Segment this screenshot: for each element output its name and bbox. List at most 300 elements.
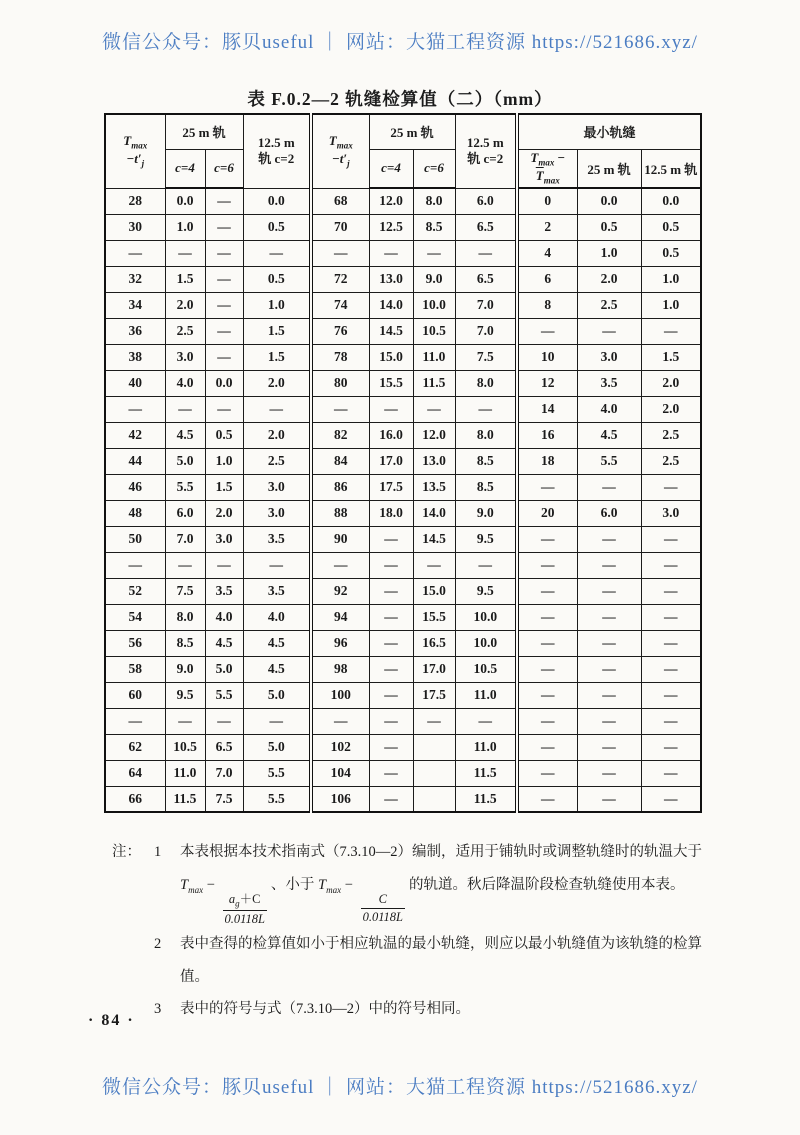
table-cell: — [369,240,413,266]
table-cell: 90 [311,526,369,552]
table-cell: 2.0 [243,422,311,448]
col-header-tmax-tj-left: $T_{max}$ $-t'_j$ [105,114,165,188]
table-cell: 11.5 [413,370,455,396]
formula-fraction-1: $\frac{a_g+C}{0.0118L}$ [224,891,265,926]
table-cell: 3.5 [205,578,243,604]
table-cell: 8.0 [413,188,455,214]
table-cell: 3.0 [243,500,311,526]
table-cell: — [641,474,701,500]
table-cell: — [641,708,701,734]
table-cell: 0.5 [577,214,641,240]
table-cell: — [577,318,641,344]
table-cell: 0.0 [641,188,701,214]
table-cell: 5.5 [205,682,243,708]
table-cell: 17.5 [413,682,455,708]
table-cell: 11.5 [165,786,205,812]
table-cell: — [105,396,165,422]
table-cell: 1.0 [641,292,701,318]
table-cell: 2.5 [165,318,205,344]
table-cell: 16.0 [369,422,413,448]
table-cell: — [517,630,577,656]
table-row [105,500,701,526]
table-cell: — [311,708,369,734]
table-cell: 7.0 [455,292,517,318]
table-cell: 9.0 [413,266,455,292]
table-cell: — [641,734,701,760]
table-cell: 4 [517,240,577,266]
table-cell: 6.5 [455,266,517,292]
table-cell: — [577,656,641,682]
table-cell: — [205,552,243,578]
table-cell: — [165,708,205,734]
table-row [105,396,701,422]
table-row [105,708,701,734]
table-cell: 5.0 [165,448,205,474]
table-cell: 3.5 [243,526,311,552]
table-cell: 94 [311,604,369,630]
table-cell: 44 [105,448,165,474]
table-cell: 14.5 [369,318,413,344]
table-cell: 36 [105,318,165,344]
table-cell: 5.5 [243,760,311,786]
table-cell: 38 [105,344,165,370]
table-cell: — [369,682,413,708]
table-cell: 11.0 [455,734,517,760]
table-cell: — [517,656,577,682]
table-cell: 66 [105,786,165,812]
table-cell: 1.5 [243,344,311,370]
table-cell: 11.0 [413,344,455,370]
table-cell: 11.5 [455,760,517,786]
table-cell: — [641,656,701,682]
table-cell: — [311,396,369,422]
col-header-tmax-minus-tmax: $T_{max}$ − $\overline{T}_{max}$ [517,149,577,188]
table-cell [413,760,455,786]
table-cell: 0.0 [205,370,243,396]
table-cell: — [369,708,413,734]
table-cell: — [641,760,701,786]
col-header-min-gap-group: 最小轨缝 [517,114,701,149]
table-cell: 9.5 [455,526,517,552]
table-row [105,422,701,448]
table-cell: 86 [311,474,369,500]
table-cell: 0.0 [165,188,205,214]
table-row [105,240,701,266]
table-row [105,578,701,604]
table-cell: 7.5 [455,344,517,370]
table-cell: — [577,604,641,630]
table-cell: — [455,396,517,422]
table-cell: 0.5 [243,214,311,240]
table-cell: 74 [311,292,369,318]
table-cell: 1.5 [165,266,205,292]
table-cell: 106 [311,786,369,812]
table-cell: 40 [105,370,165,396]
table-cell: 10.5 [455,656,517,682]
table-cell [413,734,455,760]
table-cell: — [577,474,641,500]
table-cell: 9.0 [455,500,517,526]
table-cell: — [641,526,701,552]
table-cell: 11.0 [455,682,517,708]
table-cell: — [413,240,455,266]
table-cell: — [369,630,413,656]
table-cell: 0.0 [577,188,641,214]
table-cell: 8.5 [165,630,205,656]
table-body [105,188,701,812]
note-3 [112,993,704,1026]
table-cell: 48 [105,500,165,526]
table-cell: 4.0 [205,604,243,630]
table-cell: — [517,760,577,786]
table-cell: 9.5 [165,682,205,708]
table-cell: 8.5 [455,474,517,500]
table-cell: 17.5 [369,474,413,500]
table-cell: 16.5 [413,630,455,656]
table-cell: 13.0 [413,448,455,474]
table-cell: 76 [311,318,369,344]
table-cell: 4.5 [243,630,311,656]
table-cell: — [205,708,243,734]
table-cell: 1.0 [165,214,205,240]
table-cell: — [369,578,413,604]
table-cell: 100 [311,682,369,708]
table-cell: — [455,552,517,578]
table-cell: — [243,552,311,578]
table-cell: 2.5 [243,448,311,474]
table-cell: 98 [311,656,369,682]
table-cell: — [577,630,641,656]
table-cell: — [243,240,311,266]
table-row [105,604,701,630]
table-cell: 5.5 [165,474,205,500]
table-cell: — [641,604,701,630]
table-cell: — [455,240,517,266]
table-cell: 8.0 [165,604,205,630]
table-cell: 1.0 [641,266,701,292]
table-row [105,448,701,474]
table-cell: 10.5 [413,318,455,344]
col-header-c6-mid: c=6 [413,149,455,188]
table-row [105,630,701,656]
col-header-tmax-tj-mid: $T_{max}$ $-t'_j$ [311,114,369,188]
table-cell: 6 [517,266,577,292]
table-cell: 104 [311,760,369,786]
table-cell: 10.0 [455,630,517,656]
table-cell: 15.5 [369,370,413,396]
table-row [105,786,701,812]
table-cell: 50 [105,526,165,552]
table-cell: — [205,240,243,266]
table-cell: 3.5 [577,370,641,396]
table-cell: 2.0 [641,396,701,422]
col-header-125m-rail-left: 12.5 m 轨 c=2 [243,114,311,188]
table-cell: 34 [105,292,165,318]
table-cell: — [641,682,701,708]
table-cell: 8.0 [455,370,517,396]
table-cell: 80 [311,370,369,396]
table-cell: 7.0 [205,760,243,786]
table-cell: 15.0 [369,344,413,370]
table-row [105,188,701,214]
table-title: 表 F.0.2—2 轨缝检算值（二）（mm） [247,89,553,109]
table-cell: 4.5 [577,422,641,448]
table-cell: — [105,708,165,734]
table-cell: — [205,292,243,318]
table-cell: — [165,240,205,266]
table-cell: 2.0 [243,370,311,396]
table-cell: 12.5 [369,214,413,240]
table-row [105,266,701,292]
table-cell: 2.0 [205,500,243,526]
col-header-min-25m-rail: 25 m 轨 [577,149,641,188]
table-cell: 16 [517,422,577,448]
table-cell: 0.5 [641,240,701,266]
table-row [105,526,701,552]
table-cell: 10.0 [455,604,517,630]
table-cell: 0.5 [205,422,243,448]
table-cell: — [577,682,641,708]
table-cell: 62 [105,734,165,760]
table-cell: 68 [311,188,369,214]
table-cell: — [517,318,577,344]
table-cell: 9.0 [165,656,205,682]
table-cell: — [577,526,641,552]
table-cell: 4.0 [243,604,311,630]
table-cell: 17.0 [369,448,413,474]
table-cell: 18.0 [369,500,413,526]
table-cell: — [517,708,577,734]
table-cell: — [641,630,701,656]
table-cell: 3.0 [165,344,205,370]
table-row [105,760,701,786]
table-cell: 9.5 [455,578,517,604]
table-cell: 2.5 [641,448,701,474]
table-cell: — [205,344,243,370]
table-cell: 3.0 [641,500,701,526]
table-cell: — [165,552,205,578]
table-cell: — [577,760,641,786]
note-2-number: 2 [154,936,162,953]
table-cell: 102 [311,734,369,760]
table-cell: 2.5 [641,422,701,448]
table-cell: 11.5 [455,786,517,812]
table-cell: — [517,526,577,552]
table-cell: — [165,396,205,422]
table-cell: 92 [311,578,369,604]
table-cell: 15.0 [413,578,455,604]
table-cell: 8.5 [413,214,455,240]
table-cell: 5.0 [243,734,311,760]
table-cell: — [577,786,641,812]
table-cell: — [517,578,577,604]
note-1-number: 1 [154,844,162,860]
table-cell: 1.0 [243,292,311,318]
table-row [105,656,701,682]
table-cell: — [369,604,413,630]
note-3-text: 表中的符号与式（7.3.10—2）中的符号相同。 [180,1001,470,1018]
table-cell: 14.5 [413,526,455,552]
note-1 [112,836,704,928]
table-cell: — [517,682,577,708]
table-cell: 52 [105,578,165,604]
table-cell: 4.0 [165,370,205,396]
table-cell: 1.5 [205,474,243,500]
table-cell: 0.5 [641,214,701,240]
table-row [105,214,701,240]
table-cell: — [311,552,369,578]
table-cell: — [455,708,517,734]
table-cell: 3.0 [577,344,641,370]
watermark-footer: 微信公众号：豚贝useful ｜ 网站：大猫工程资源 https://521686.xyz/ [102,1077,698,1098]
col-header-c6-left: c=6 [205,149,243,188]
table-cell: 17.0 [413,656,455,682]
table-cell: 28 [105,188,165,214]
table-cell: — [105,240,165,266]
table-cell: 11.0 [165,760,205,786]
table-cell: 7.5 [165,578,205,604]
table-cell: 58 [105,656,165,682]
col-header-25m-rail-mid: 25 m 轨 [369,114,455,149]
table-cell: 10.0 [413,292,455,318]
table-cell: 1.0 [577,240,641,266]
col-header-c4-left: c=4 [165,149,205,188]
table-cell: — [517,552,577,578]
table-cell: 78 [311,344,369,370]
table-cell: 2.0 [165,292,205,318]
table-cell: — [641,318,701,344]
table-cell: 64 [105,760,165,786]
table-cell: 4.5 [165,422,205,448]
table-row [105,682,701,708]
note-1-text: 本表根据本技术指南式（7.3.10—2）编制，适用于铺轨时或调整轨缝时的轨温大于 $T_{max}$ − $\frac{a_g+C}{0.0118L}$ 、小于 $T_{max}$ − $\frac{C}{0.0118L}$ 的轨道。秋后降温阶段检查轨缝使用本表。 [180,836,704,928]
table-cell: 7.5 [205,786,243,812]
table-cell: — [517,474,577,500]
note-3-number: 3 [154,1001,162,1018]
table-cell: 5.0 [243,682,311,708]
table-cell: — [413,396,455,422]
table-cell: 88 [311,500,369,526]
table-cell: 4.5 [243,656,311,682]
table-cell: 4.0 [577,396,641,422]
table-cell: 82 [311,422,369,448]
table-cell: 3.0 [243,474,311,500]
table-cell: — [205,266,243,292]
table-cell: — [577,578,641,604]
table-cell: 15.5 [413,604,455,630]
table-cell: — [517,604,577,630]
table-cell: 0.0 [243,188,311,214]
table-cell: 2.5 [577,292,641,318]
table-cell: — [641,578,701,604]
table-cell: 0 [517,188,577,214]
table-cell: — [369,786,413,812]
table-cell: — [369,552,413,578]
table-cell: — [205,188,243,214]
table-cell: 10.5 [165,734,205,760]
col-header-min-125m-rail: 12.5 m 轨 [641,149,701,188]
table-cell: 5.5 [243,786,311,812]
table-cell: — [369,656,413,682]
table-cell: 14.0 [413,500,455,526]
table-cell: 3.5 [243,578,311,604]
col-header-125m-rail-mid: 12.5 m 轨 c=2 [455,114,517,188]
table-cell: — [105,552,165,578]
table-cell: 46 [105,474,165,500]
table-cell: — [369,734,413,760]
table-cell: 6.0 [577,500,641,526]
table-cell: 12.0 [413,422,455,448]
table-cell: 70 [311,214,369,240]
table-cell: — [205,214,243,240]
table-cell: 8 [517,292,577,318]
table-cell: 56 [105,630,165,656]
table-cell: 54 [105,604,165,630]
table-cell: — [205,318,243,344]
table-cell: — [413,552,455,578]
col-header-c4-mid: c=4 [369,149,413,188]
formula-fraction-2: $\frac{C}{0.0118L}$ [362,891,403,925]
table-row [105,318,701,344]
table-cell: 6.0 [455,188,517,214]
table-cell: 14 [517,396,577,422]
table-cell: — [369,760,413,786]
note-2 [112,928,704,993]
table-cell [413,786,455,812]
table-cell: 8.5 [455,448,517,474]
rail-gap-check-table [104,113,702,813]
table-cell: 3.0 [205,526,243,552]
table-cell: — [311,240,369,266]
table-cell: 1.5 [641,344,701,370]
table-cell: — [205,396,243,422]
table-cell: 5.0 [205,656,243,682]
table-cell: 6.5 [455,214,517,240]
table-cell: 20 [517,500,577,526]
table-row [105,734,701,760]
notes-label: 注： [112,844,141,860]
table-cell: 96 [311,630,369,656]
table-cell: — [413,708,455,734]
table-cell: 84 [311,448,369,474]
table-cell: 12 [517,370,577,396]
table-cell: — [369,396,413,422]
table-cell: 7.0 [165,526,205,552]
table-cell: 13.5 [413,474,455,500]
table-cell: — [517,786,577,812]
table-cell: 2.0 [641,370,701,396]
table-cell: — [577,734,641,760]
table-cell: 13.0 [369,266,413,292]
table-cell: 8.0 [455,422,517,448]
note-2-text: 表中查得的检算值如小于相应轨温的最小轨缝，则应以最小轨缝值为该轨缝的检算值。 [180,936,702,985]
table-cell: 14.0 [369,292,413,318]
table-cell: 32 [105,266,165,292]
table-row [105,370,701,396]
table-cell: 1.5 [243,318,311,344]
table-cell: 42 [105,422,165,448]
table-cell: 1.0 [205,448,243,474]
table-row [105,552,701,578]
table-cell: — [641,786,701,812]
table-cell: — [641,552,701,578]
table-cell: — [517,734,577,760]
table-cell: 72 [311,266,369,292]
table-cell: — [243,708,311,734]
table-cell: 5.5 [577,448,641,474]
table-cell: 6.5 [205,734,243,760]
table-cell: — [243,396,311,422]
